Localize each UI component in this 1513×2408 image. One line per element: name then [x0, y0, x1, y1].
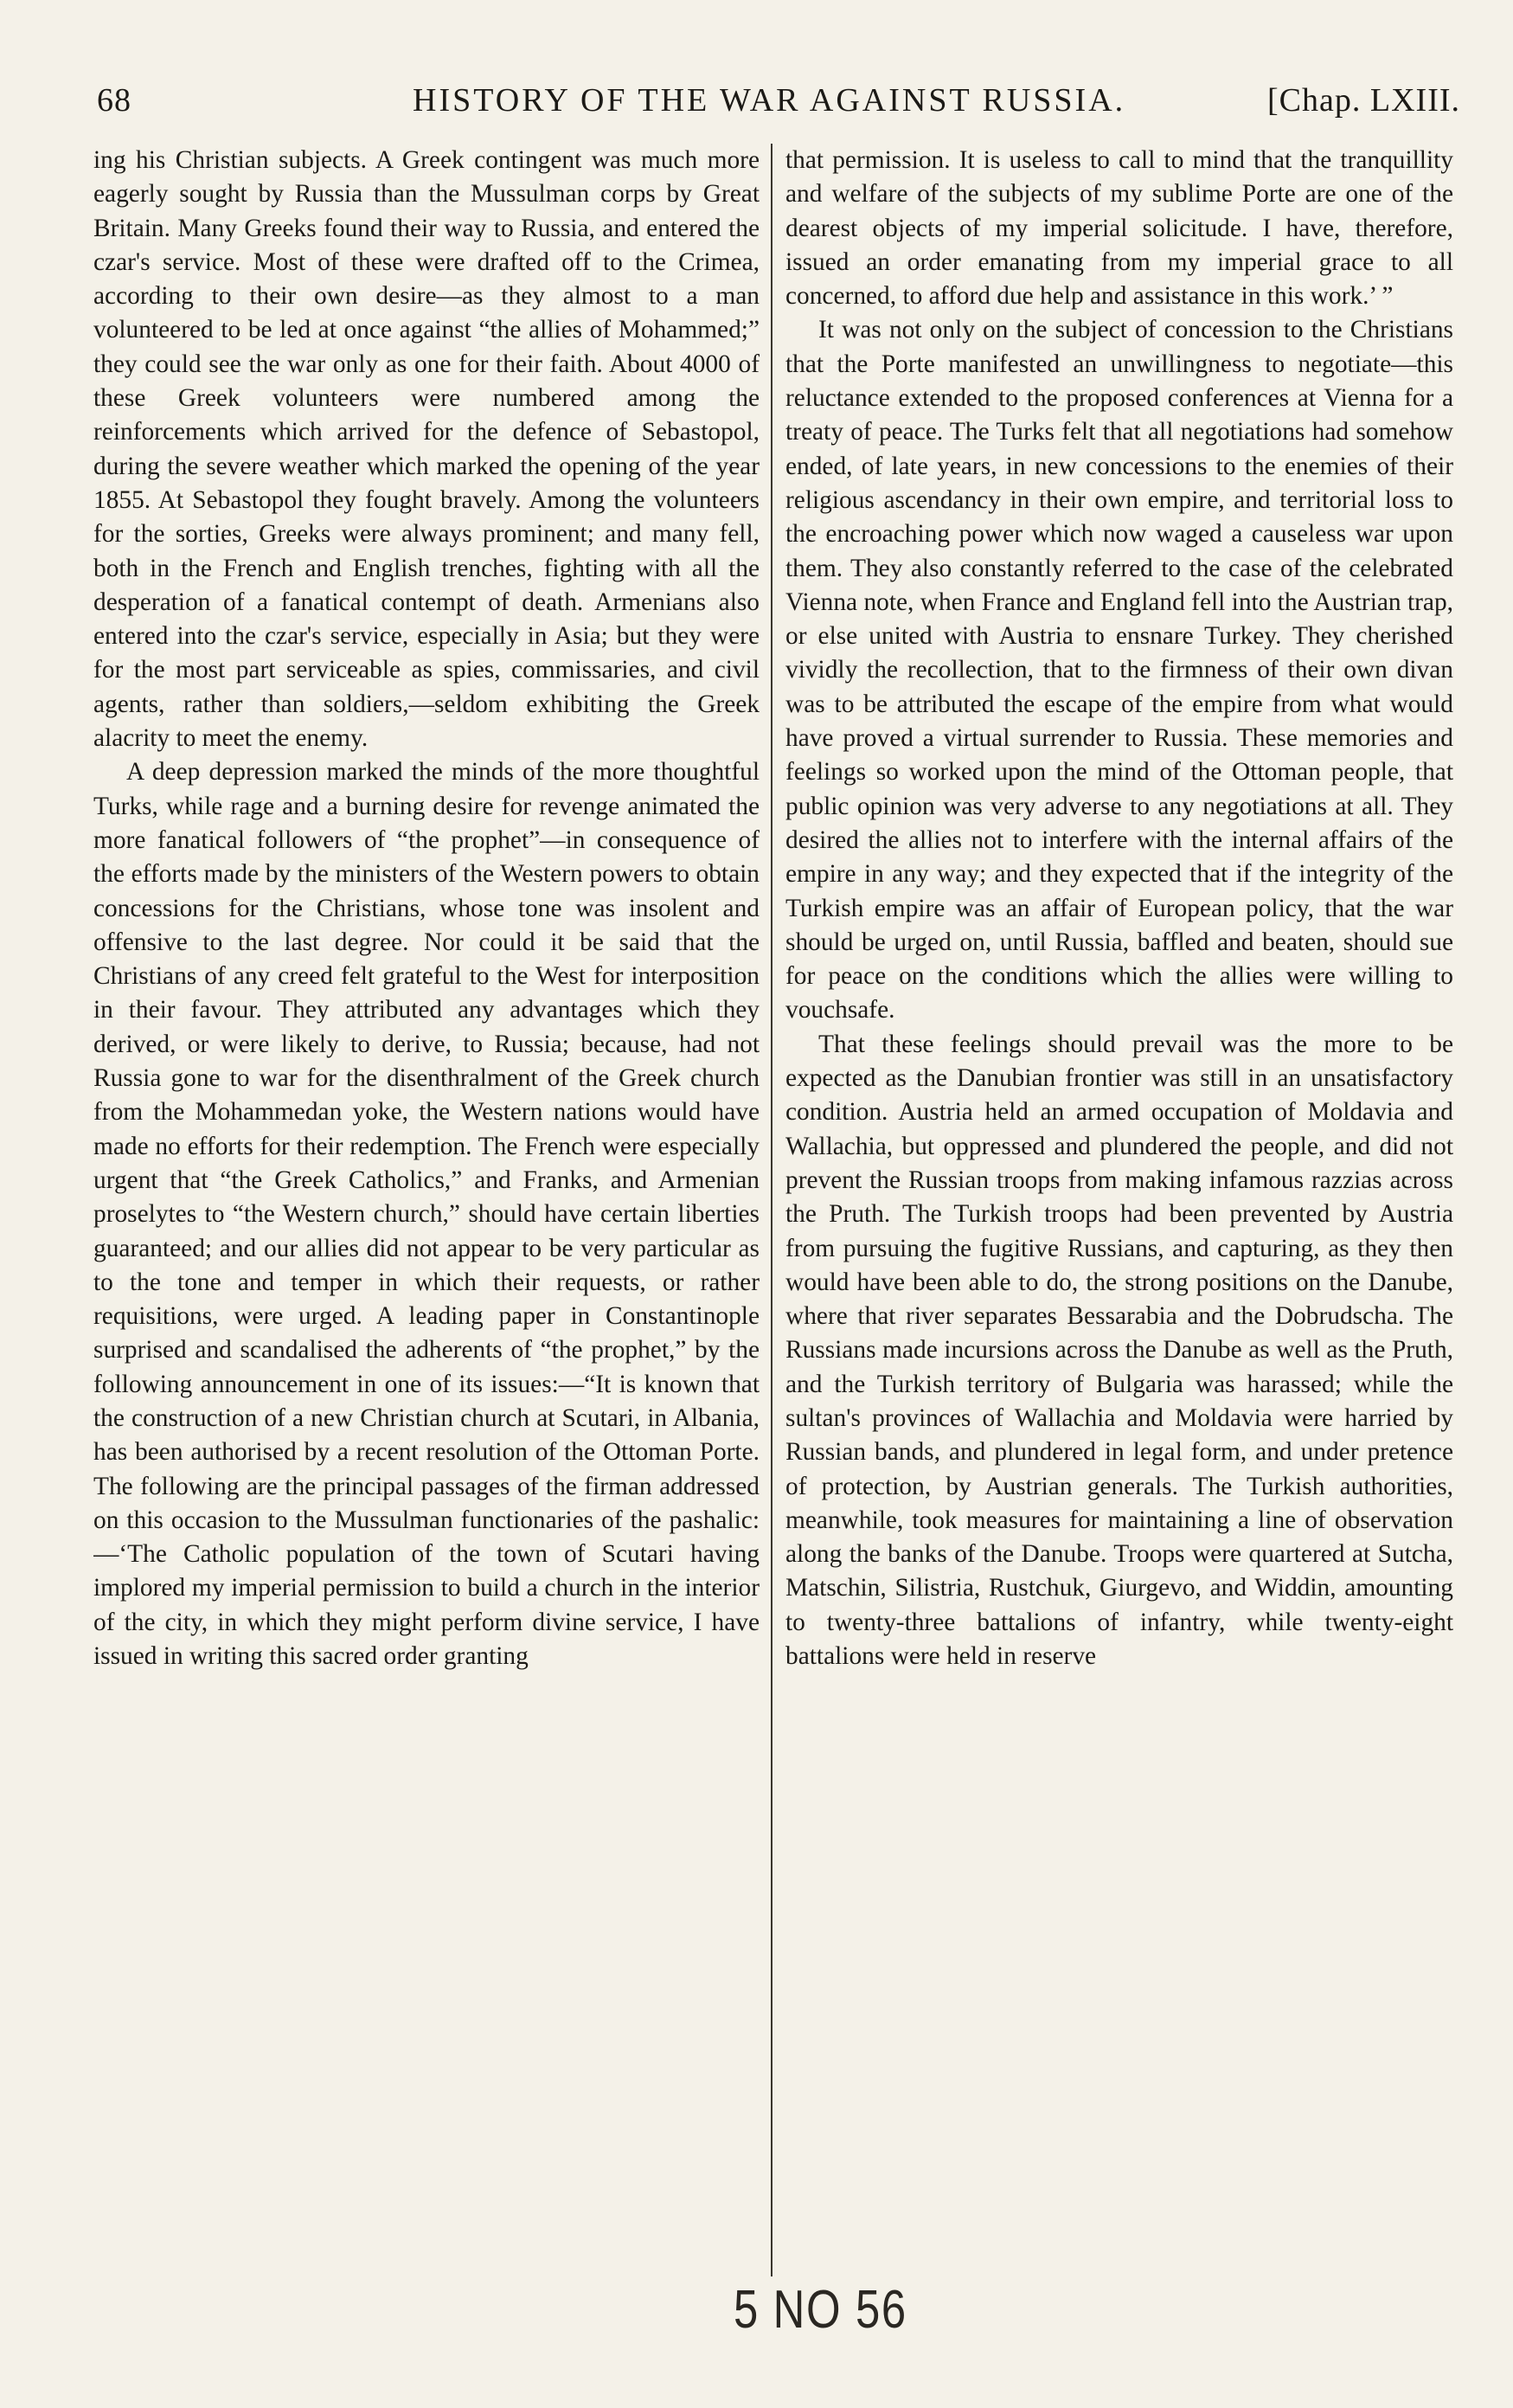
paragraph: ing his Christian subjects. A Greek contingent was much more eagerly sought by Russia than the Mussulman corps by Great Britain. Many Greeks found their way to Russia, and entered the czar's service. Most of these were drafted off to the Crimea, according to their own desire—as they almost to a man volunteered to be led at once against “the allies of Mohammed;” they could see the war only as one for their faith. About 4000 of these Greek volunteers were numbered among the reinforcements which arrived for the defence of Sebastopol, during the severe weather which marked the opening of the year 1855. At Sebastopol they fought bravely. Among the volunteers for the sorties, Greeks were always prominent; and many fell, both in the French and English trenches, fighting with all the desperation of a fanatical contempt of death. Armenians also entered into the czar's service, especially in Asia; but they were for the most part serviceable as spies, commissaries, and civil agents, rather than soldiers,—seldom exhibiting the Greek alacrity to meet the enemy. [93, 146, 760, 753]
page-header [97, 74, 1460, 126]
chapter-reference: [Chap. LXIII. [1267, 82, 1460, 119]
paragraph: that permission. It is useless to call to mind that the tranquillity and welfare of the subjects of my sublime Porte are one of the dearest objects of my imperial solicitude. I have, therefore, issued an order emanating from my imperial grace to all concerned, to afford due help and assistance in this work.’ ” [785, 146, 1453, 311]
running-title: HISTORY OF THE WAR AGAINST RUSSIA. [413, 82, 1126, 119]
right-column [785, 144, 1453, 2281]
page-number: 68 [97, 82, 131, 119]
paragraph: It was not only on the subject of concession to the Christians that the Porte manifested an unwillingness to negotiate—this reluctance extended to the proposed conferences at Vienna for a treaty of peace. The Turks felt that all negotiations had somehow ended, of late years, in new concessions to the enemies of their religious ascendancy in their own empire, and territorial loss to the encroaching power which now waged a causeless war upon them. They also constantly referred to the case of the celebrated Vienna note, when France and England fell into the Austrian trap, or else united with Austria to ensnare Turkey. They cherished vividly the recollection, that to the firmness of their own divan was to be attributed the escape of the empire from what would have proved a virtual surrender to Russia. These memories and feelings so worked upon the mind of the Ottoman people, that public opinion was very adverse to any negotiations at all. They desired the allies not to interfere with the internal affairs of the empire in any way; and they expected that if the integrity of the Turkish empire was an affair of European policy, that the war should be urged on, until Russia, baffled and beaten, should sue for peace on the conditions which the allies were willing to vouchsafe. [785, 316, 1453, 1024]
signature-mark: 5 NO 56 [734, 2280, 907, 2340]
paragraph: A deep depression marked the minds of the more thoughtful Turks, while rage and a burning desire for revenge animated the more fanatical followers of “the prophet”—in consequence of the efforts made by the ministers of the Western powers to obtain concessions for the Christians, whose tone was insolent and offensive to the last degree. Nor could it be said that the Christians of any creed felt grateful to the West for interposition in their favour. They attributed any advantages which they derived, or were likely to derive, to Russia; because, had not Russia gone to war for the disenthralment of the Greek church from the Mohammedan yoke, the Western nations would have made no efforts for their redemption. The French were especially urgent that “the Greek Catholics,” and Franks, and Armenian proselytes to “the Western church,” should have certain liberties guaranteed; and our allies did not appear to be very particular as to the tone and temper in which their requests, or rather requisitions, were urged. A leading paper in Constantinople surprised and scandalised the adherents of “the prophet,” by the following announcement in one of its issues:—“It is known that the construction of a new Christian church at Scutari, in Albania, has been authorised by a recent resolution of the Ottoman Porte. The following are the principal passages of the firman addressed on this occasion to the Mussulman functionaries of the pashalic:—‘The Catholic population of the town of Scutari having implored my imperial permission to build a church in the interior of the city, in which they might perform divine service, I have issued in writing this sacred order granting [93, 758, 760, 1671]
paragraph: That these feelings should prevail was the more to be expected as the Danubian frontier was still in an unsatisfactory condition. Austria held an armed occupation of Moldavia and Wallachia, but oppressed and plundered the people, and did not prevent the Russian troops from making infamous razzias across the Pruth. The Turkish troops had been prevented by Austria from pursuing the fugitive Russians, and capturing, as they then would have been able to do, the strong positions on the Danube, where that river separates Bessarabia and the Dobrudscha. The Russians made incursions across the Danube as well as the Pruth, and the Turkish territory of Bulgaria was harassed; while the sultan's provinces of Wallachia and Moldavia were harried by Russian bands, and plundered in legal form, and under pretence of protection, by Austrian generals. The Turkish authorities, meanwhile, took measures for maintaining a line of observation along the banks of the Danube. Troops were quartered at Sutcha, Matschin, Silistria, Rustchuk, Giurgevo, and Widdin, amounting to twenty-three battalions of infantry, while twenty-eight battalions were held in reserve [785, 1030, 1453, 1671]
left-column [93, 144, 760, 2281]
column-divider [771, 144, 773, 2276]
